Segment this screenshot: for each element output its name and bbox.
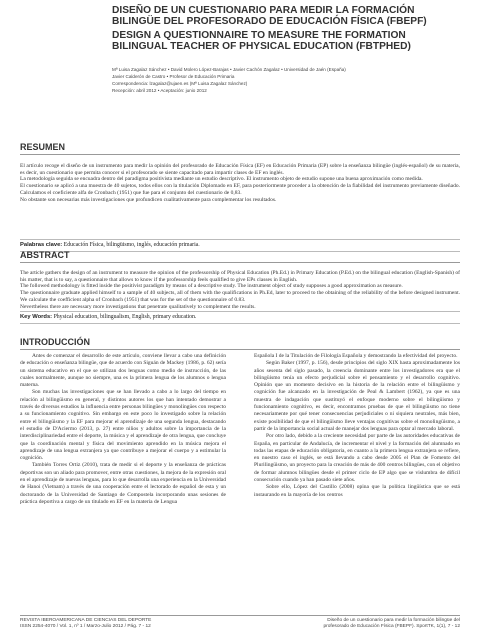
abstract-body: [20, 270, 460, 310]
reception-dates: Recepción: abril 2012 • Aceptación: junio 2012: [112, 88, 207, 93]
correspondence: Correspondencia: lzagalaz@ujaen.es (Mª Luisa Zagalaz Sánchez): [112, 81, 248, 86]
body-paragraph: Por otro lado, debido a la creciente necesidad por parte de las autoridades educativas de España, en particular de Andalucía, de incrementar el nivel y la formación del alumnado en todas las etapas de educación obligatoria, en cuanto a la primera lengua extranjera se refiere, en nuestro caso el inglés, se está llevando a cabo desde 2005 el Plan de Fomento del Plurilingüismo, un proyecto para la creación de más de 400 centros bilingües, con el objetivo de formar alumnos bilingües desde el primer ciclo de EP algo que se vislumbra de difícil consecución cuando ya han pasado siete años.: [254, 433, 460, 484]
resumen-paragraph: No obstante son necesarias más investigaciones que profundicen cualitativamente para complementar los resultados.: [20, 196, 277, 203]
journal-issn: ISSN 2254-4070 / Vol. 1, nº 1 / Marzo-Julio 2012 / Pág. 7 - 12: [20, 624, 151, 629]
citation-line-2: profesorado de Educación Física (FBEPF). SportTK, 1(1), 7 - 12: [323, 624, 460, 629]
abstract-paragraph: Nevertheless there are necessary more investigations that penetrate qualitatively to complement the results.: [20, 303, 256, 310]
citation-line-1: Diseño de un cuestionario para medir la formación bilingüe del: [327, 618, 460, 623]
footer-journal: [20, 618, 220, 630]
keywords-text: Physical education, bilingualism, English, primary education.: [53, 314, 197, 320]
resumen-body: [20, 163, 460, 203]
body-paragraph: Según Baker (1997, p. 156), desde principios del siglo XIX hasta aproximadamente los años sesenta del siglo pasado, la creencia dominante entre los investigadores era que el bilingüismo tenía un efecto perjudicial sobre el pensamiento y el desarrollo cognitivo. Opinión que un momento decisivo en la historia de la relación entre el bilingüismo y cognición fue alcanzado en la investigación de Peal & Lambert (1962), ya que es una muestra de indagación que sustituyó el enfoque moderno sobre el bilingüismo y funcionamiento cognitivo, es decir, encontramos pruebas de que el bilingüismo no tiene necesariamente por qué tener consecuencias perjudiciales o ni siquiera neutrales, más bien, existe posibilidad de que el bilingüismo lleve ventajas cognitivas sobre el monolingüismo, a partir de la importancia social actual de manejar dos lenguas para optar al mercado laboral.: [254, 360, 460, 432]
author-block: [112, 66, 452, 94]
author-names: Mª Luisa Zagalaz Sánchez • David Molero López-Barajas • Javier Cachón Zagalaz • Universidad de Jaén (España): [112, 67, 346, 72]
footer-citation: [260, 618, 460, 630]
resumen-paragraph: El artículo recoge el diseño de un instrumento para medir la opinión del profesorado de Educación Física (EF) en Educación Primaria (EP) sobre la enseñanza bilingüe (inglés-español) de su materia, es decir, un cuestionario que permita conocer si el profesorado se siente capacitado para impartir clases de EF en inglés.: [20, 163, 460, 176]
keywords-label: Palabras clave:: [20, 242, 63, 248]
title-block: [112, 5, 452, 52]
body-column-right: [254, 353, 460, 499]
abstract-paragraph: The followed methodology is fitted inside the positivist paradigm by means of a descriptive study. The instrument object of study supposes a good approximation as measure.: [20, 283, 403, 290]
abstract-paragraph: The article gathers the design of an instrument to measure the opinion of the professorship of Physical Education (Ph.Ed.) in Primary Education (P.Ed.) on the bilingual education (English-Spanish) of his matter, that is to say, a questionnaire that allows to know if the professorship feels qualified to give EPs classes in English.: [20, 270, 460, 283]
journal-name: REVISTA IBEROAMERICANA DE CIENCIAS DEL DEPORTE: [20, 618, 152, 623]
body-paragraph: También Torres Ortiz (2010), trata de medir si el deporte y la enseñanza de prácticas deportivas son un aliado para promover, entre otras cuestiones, la mejora de la expresión oral en el aprendizaje de nuevas lenguas, para lo que desarrolla una experiencia en la Universidad de Hanoi (Vietnam) a través de una cooperación entre el lectorado de español de esta y un doctorando de la Universidad de Santiago de Compostela incorporando unas sesiones de práctica deportiva a cargo de un titulado en EF en la materia de Lengua: [20, 462, 226, 505]
title-english: DESIGN A QUESTIONNAIRE TO MEASURE THE FORMATION BILINGUAL TEACHER OF PHYSICAL EDUCATION (FBTPHED): [112, 30, 411, 52]
keywords-label: Key Words:: [20, 314, 53, 320]
title-spanish: DISEÑO DE UN CUESTIONARIO PARA MEDIR LA FORMACIÓN BILINGÜE DEL PROFESORADO DE EDUCACIÓN FÍSICA (FBEPF): [112, 5, 427, 27]
body-paragraph: Sobre ello, López del Castillo (2008) opina que la política lingüística que se está instaurando en la mayoría de los centros: [254, 484, 460, 498]
resumen-paragraph: El cuestionario se aplicó a una muestra de 40 sujetos, todos ellos con la titulación Diplomado en EF, para posteriormente proceder a la obtención de la fiabilidad del instrumento previamente diseñado. Calculamos el coeficiente alfa de Cronbach (1951) que fue para el conjunto del cuestionario de 0,83.: [20, 183, 460, 196]
intro-heading: INTRODUCCIÓN: [20, 337, 460, 350]
body-paragraph: Son muchas las investigaciones que se han llevado a cabo a lo largo del tiempo en relación al bilingüismo en general, y distintos autores los que han intentado demostrar a través de diversos estudios la influencia entre personas bilingües y monolingües con respecto a su funcionamiento cognitivo. Sin embargo en este poco lo investigado sobre la relación entre el bilingüismo y la EF para mejorar el aprendizaje de una segunda lengua, destacando el estudio de D'Aciermo (2013, p. 27) entre niños y adultos sobre la importancia de la interdisciplinariedad entre el deporte, la música y el aprendizaje de otra lengua, que concluye que la coordinación mental y física del movimiento aprendido en la música mejora el aprendizaje de una lengua extranjera ya que contribuye a mejorar el cuerpo y a estimular la cognición.: [20, 389, 226, 462]
body-paragraph: Española I de la Titulación de Filología Española y demostrando la efectividad del proyecto.: [254, 353, 458, 359]
page-footer: [20, 615, 460, 629]
abstract-heading: ABSTRACT: [20, 250, 460, 263]
abstract-paragraph: The questionnaire graduate applied himself to a sample of 40 subjects, all of them with the qualifications in Ph.Ed, later to proceed to the obtaining of the reliability of the before designed instrument. We calculate the coefficient alpha of Cronbach (1951) that was for the set of the questionnaire of 0.83.: [20, 290, 460, 303]
body-paragraph: Antes de comenzar el desarrollo de este artículo, conviene llevar a cabo una definición de educación o enseñanza bilingüe, que de acuerdo con Siguán de Mackey (1986, p. 62) sería un sistema educativo en el que se utilizan dos lenguas como medio de instrucción, de las cuales normalmente, aunque no siempre, una es la primera lengua de los alumnos o lengua materna.: [20, 353, 226, 389]
resumen-heading: RESUMEN: [20, 142, 460, 155]
key-words: [20, 311, 460, 324]
body-column-left: [20, 353, 226, 506]
author-line-2: Javier Calderón de Castro • Profesor de Educación Primaria: [112, 74, 235, 79]
resumen-paragraph: La metodología seguida se encuadra dentro del paradigma positivista mediante un estudio descriptivo. El instrumento objeto de estudio supone una buena aproximación como medida.: [20, 176, 423, 183]
keywords-text: Educación Física, bilingüismo, inglés, educación primaria.: [63, 242, 200, 248]
